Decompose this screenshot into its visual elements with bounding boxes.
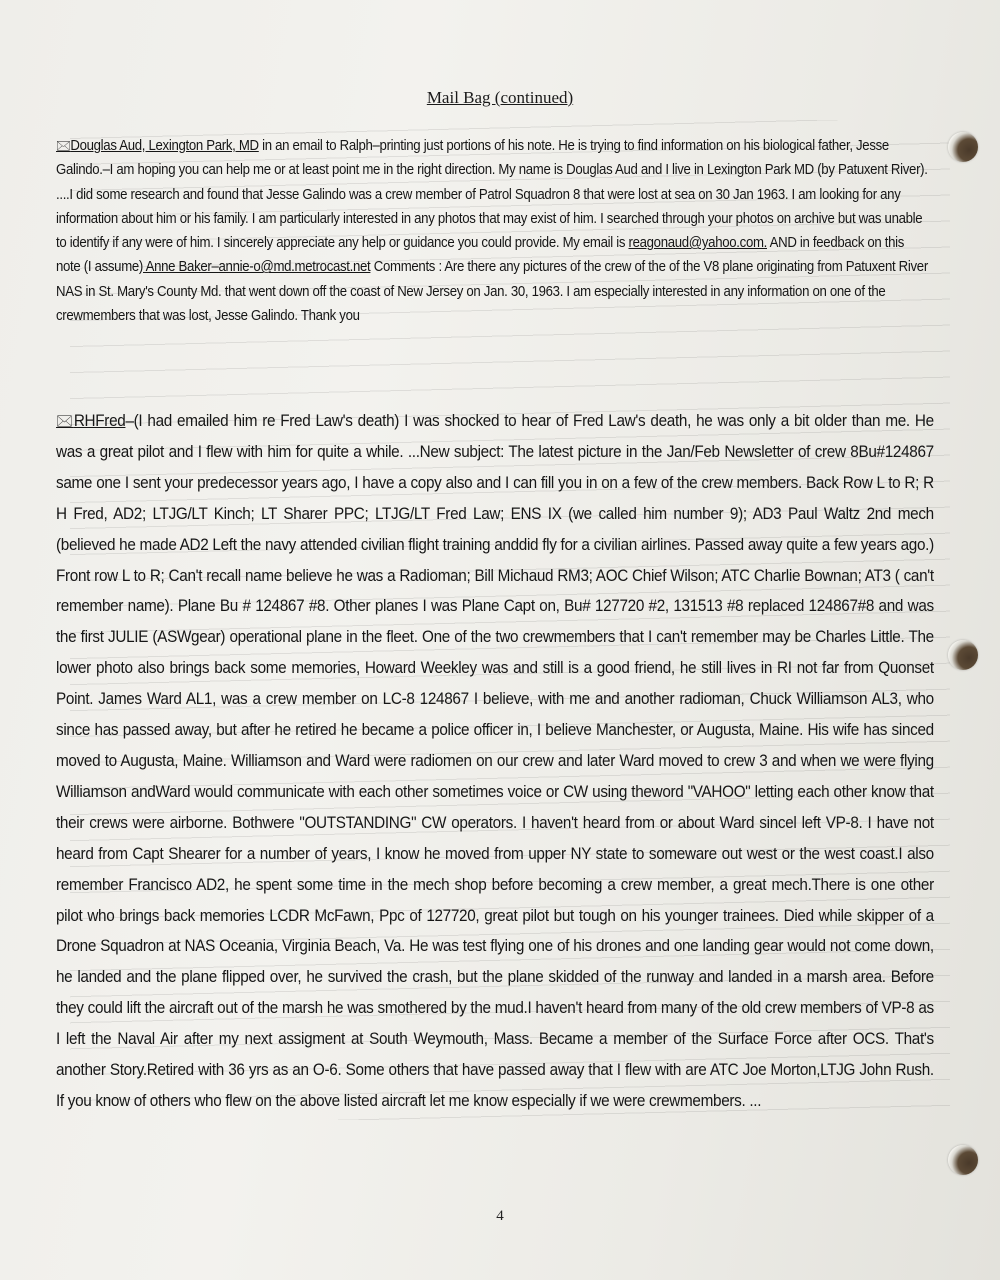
responder-email-link[interactable]: annie-o@md.metrocast.net <box>218 259 371 276</box>
page-number: 4 <box>496 1208 504 1224</box>
letter1-followup: AND in feedback on this note (I assume) <box>56 235 905 276</box>
letter1-comments: Comments : Are there any pictures of the crew of the of the V8 plane originating from Patuxent River NAS in St. Mary's County Md. that went down off the coast of New Jersey on Jan. 30, 1963. I am especially interested in any information on one of the crewmembers that was lost, Jesse Galindo. Thank you <box>56 259 928 325</box>
letter2-body: –(I had emailed him re Fred Law's death) I was shocked to hear of Fred Law's death, he was only a bit older than me. He was a great pilot and I flew with him for quite a while. ...New subject: The latest picture in the Jan/Feb Newsletter of crew 8Bu#124867 same one I sent your predecessor years ago, I have a copy also and I can fill you in on a few of the crew members. Back Row L to R; R H Fred, AD2; LTJG/LT Kinch; LT Sharer PPC; LTJG/LT Fred Law; ENS IX (we called him number 9); AD3 Paul Waltz 2nd mech (believed he made AD2 Left the navy attended civilian flight training anddid fly for a civilian airlines. Passed away quite a few years ago.) Front row L to R; Can't recall name believe he was a Radioman; Bill Michaud RM3; AOC Chief Wilson; ATC Charlie Bownan; AT3 ( can't remember name). Plane Bu # 124867 #8. Other planes I was Plane Capt on, Bu# 127720 #2, 131513 #8 replaced 124867#8 and was the first JULIE (ASWgear) operational plane in the fleet. One of the two crewmembers that I can't remember may be Charles Little. The lower photo also brings back some memories, Howard Weekley was and still is a good friend, he still lives in RI not far from Quonset Point. James Ward AL1, was a crew member on LC-8 124867 I believe, with me and another radioman, Chuck Williamson AL3, who since has passed away, but after he retired he became a police officer in, I believe Manchester, or Augusta, Maine. His wife has sinced moved to Augusta, Maine. Williamson and Ward were radiomen on our crew and later Ward moved to crew 3 and when we were flying Williamson andWard would communicate with each other sometimes voice or CW using theword "VAHOO" letting each other know that their crews were airborne. Bothwere "OUTSTANDING" CW operators. I haven't heard from or about Ward sincel left VP-8. I have not heard from Capt Shearer for a number of years, I know he moved from upper NY state to someware out west or the west coast.I also remember Francisco AD2, he spent some time in the mech shop before becoming a crew member, a great mech.There is one other pilot who brings back memories LCDR McFawn, Ppc of 127720, great pilot but tough on his younger trainees. Died while skipper of a Drone Squadron at NAS Oceania, Virginia Beach, Va. He was test flying one of his drones and one landing gear would not come down, he landed and the plane flipped over, he survived the crash, but the plane skidded of the runway and landed in a marsh area. Before they could lift the aircraft out of the marsh he was smothered by the mud.I haven't heard from many of the old crew members of VP-8 as I left the Naval Air after my next assigment at South Weymouth, Mass. Became a member of the Surface Force after OCS. That's another Story.Retired with 36 yrs as an O-6. Some others that have passed away that I flew with are ATC Joe Morton,LTJG John Rush. If you know of others who flew on the above listed aircraft let me know especially if we were crewmembers. ... <box>56 411 934 1110</box>
page-title: Mail Bag (continued) <box>426 88 574 107</box>
letter1-email-link[interactable]: reagonaud@yahoo.com. <box>628 235 768 252</box>
punch-hole <box>948 1145 978 1175</box>
punch-hole <box>948 640 978 670</box>
responder-name: Anne Baker–annie-o@md.metrocast.net <box>143 259 371 276</box>
envelope-icon: 🖂 <box>56 138 71 154</box>
letter1-intro: in an email to Ralph–printing just portions of his note. He is trying to find information on his biological father, Jesse Galindo.–I am hoping you can help me or at least point me in the right direction. My name is Douglas Aud and I live in Lexington Park MD (by Patuxent River). ....I did some research and found that Jesse Galindo was a crew member of Patrol Squadron 8 that were lost at sea on 30 Jan 1963. I am looking for any information about him or his family. I am particularly interested in any photos that may exist of him. I searched through your photos on archive but was unable to identify if any were of him. I sincerely appreciate any help or guidance you could provide. My email is <box>56 138 928 252</box>
punch-hole <box>948 132 978 162</box>
letter1-sender: 🖂Douglas Aud, Lexington Park, MD <box>56 138 259 154</box>
letter2-sender: 🖂RHFred <box>56 411 126 430</box>
letter-douglas-aud <box>56 134 929 328</box>
envelope-icon: 🖂 <box>56 411 74 430</box>
letter-rhfred <box>56 406 934 1117</box>
